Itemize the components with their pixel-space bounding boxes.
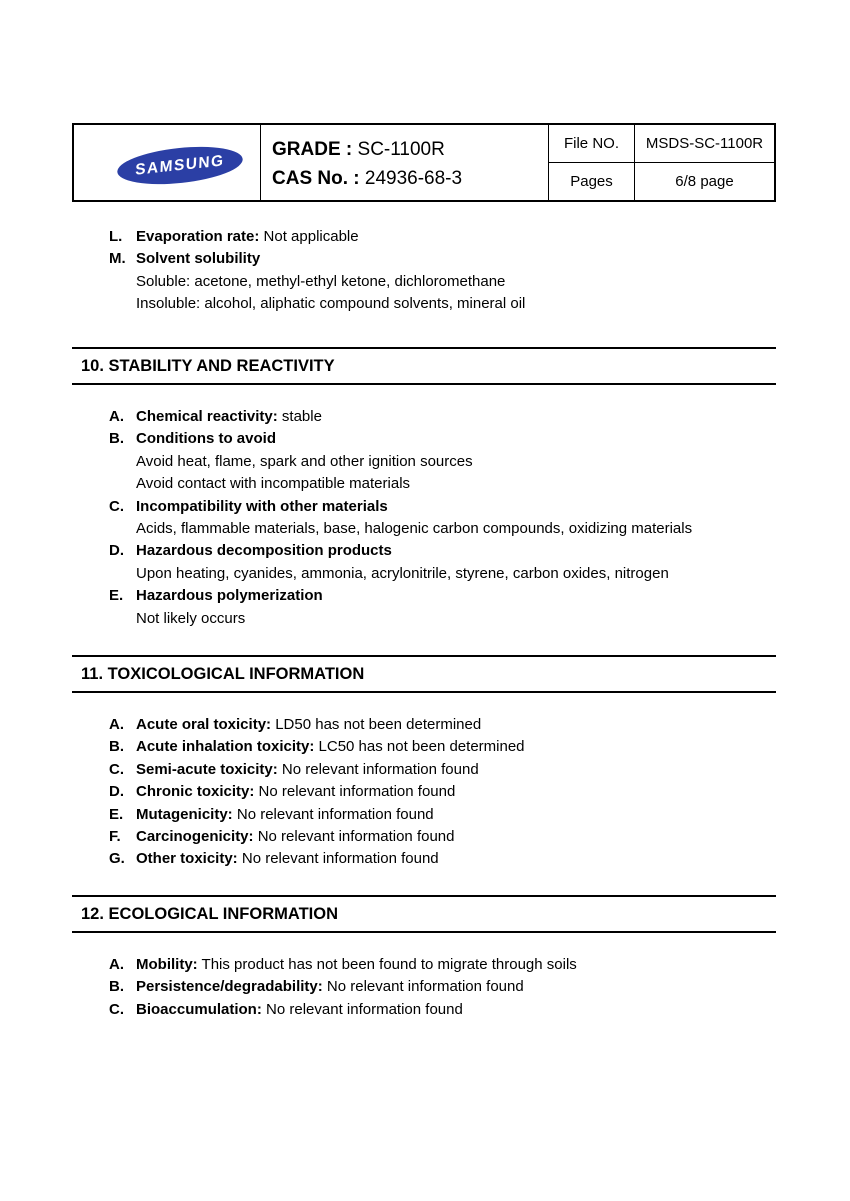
list-item	[72, 759, 776, 781]
section-12-header: 12. ECOLOGICAL INFORMATION	[72, 895, 776, 933]
item-text: Other toxicity: No relevant information found	[136, 850, 439, 868]
item-subline: Avoid heat, flame, spark and other ignition sources	[136, 452, 473, 470]
item-subline: Not likely occurs	[136, 609, 246, 627]
item-letter: C.	[109, 1000, 124, 1018]
item-text: Carcinogenicity: No relevant information found	[136, 828, 455, 846]
item-text: Conditions to avoid	[136, 430, 276, 448]
section-10-list	[72, 406, 776, 630]
item-text: Mutagenicity: No relevant information found	[136, 805, 434, 823]
item-letter: C.	[109, 497, 124, 515]
list-item	[72, 976, 776, 998]
item-subline: Insoluble: alcohol, aliphatic compound solvents, mineral oil	[136, 295, 526, 313]
list-item	[72, 406, 776, 428]
list-item	[72, 999, 776, 1021]
list-item	[72, 714, 776, 736]
list-item	[72, 540, 776, 562]
item-text: Chronic toxicity: No relevant information found	[136, 783, 456, 801]
list-item	[72, 781, 776, 803]
physical-properties-list	[72, 226, 776, 316]
item-text: Incompatibility with other materials	[136, 497, 388, 515]
item-letter: E.	[109, 587, 124, 605]
cas-line: CAS No. : 24936-68-3	[272, 168, 463, 189]
item-letter: A.	[109, 408, 124, 425]
item-subline: Upon heating, cyanides, ammonia, acrylonitrile, styrene, carbon oxides, nitrogen	[136, 564, 669, 582]
section-11-header: 11. TOXICOLOGICAL INFORMATION	[72, 655, 776, 693]
file-no-label: File NO.	[549, 125, 634, 163]
item-text: Acute inhalation toxicity: LC50 has not been determined	[136, 738, 525, 756]
item-text: Evaporation rate: Not applicable	[136, 228, 359, 245]
item-text: Persistence/degradability: No relevant information found	[136, 978, 524, 996]
item-letter: M.	[109, 250, 126, 268]
pages-label: Pages	[570, 173, 613, 190]
file-no-value: MSDS-SC-1100R	[635, 125, 774, 163]
item-letter: E.	[109, 805, 124, 823]
item-text: Chemical reactivity: stable	[136, 408, 322, 425]
list-item	[72, 804, 776, 826]
item-letter: D.	[109, 542, 124, 560]
item-letter: G.	[109, 850, 125, 868]
item-text: Semi-acute toxicity: No relevant information found	[136, 760, 479, 778]
item-subline: Avoid contact with incompatible materials	[136, 475, 411, 493]
item-letter: B.	[109, 430, 124, 448]
section-12-list	[72, 954, 776, 1021]
item-subline: Acids, flammable materials, base, halogenic carbon compounds, oxidizing materials	[136, 520, 693, 538]
list-item	[72, 848, 776, 870]
item-text: Acute oral toxicity: LD50 has not been determined	[136, 716, 482, 733]
item-letter: D.	[109, 783, 124, 801]
item-text: Hazardous polymerization	[136, 587, 323, 605]
list-item	[72, 226, 776, 248]
item-text: Mobility: This product has not been found to migrate through soils	[136, 956, 577, 973]
item-letter: A.	[109, 956, 124, 973]
header-table	[72, 123, 776, 202]
section-11-list	[72, 714, 776, 871]
logo-cell	[74, 125, 260, 200]
item-letter: F.	[109, 828, 121, 846]
file-pages-label-column	[548, 125, 634, 200]
section-10-header: 10. STABILITY AND REACTIVITY	[72, 347, 776, 385]
item-letter: B.	[109, 978, 124, 996]
pages-value: 6/8 page	[675, 173, 734, 190]
samsung-logo	[116, 142, 245, 190]
item-letter: L.	[109, 228, 123, 245]
list-item	[72, 428, 776, 450]
item-letter: C.	[109, 760, 124, 778]
list-item	[72, 248, 776, 270]
item-text: Solvent solubility	[136, 250, 261, 268]
list-item	[72, 826, 776, 848]
file-pages-value-column	[634, 125, 774, 200]
samsung-logo-text: SAMSUNG	[135, 151, 225, 179]
item-letter: A.	[109, 716, 124, 733]
list-item	[72, 954, 776, 976]
item-letter: B.	[109, 738, 124, 756]
item-text: Hazardous decomposition products	[136, 542, 392, 560]
grade-cas-cell	[260, 125, 548, 200]
item-text: Bioaccumulation: No relevant information found	[136, 1000, 463, 1018]
grade-line: GRADE : SC-1100R	[272, 139, 445, 160]
list-item	[72, 736, 776, 758]
item-subline: Soluble: acetone, methyl-ethyl ketone, dichloromethane	[136, 272, 506, 290]
list-item	[72, 585, 776, 607]
list-item	[72, 496, 776, 518]
